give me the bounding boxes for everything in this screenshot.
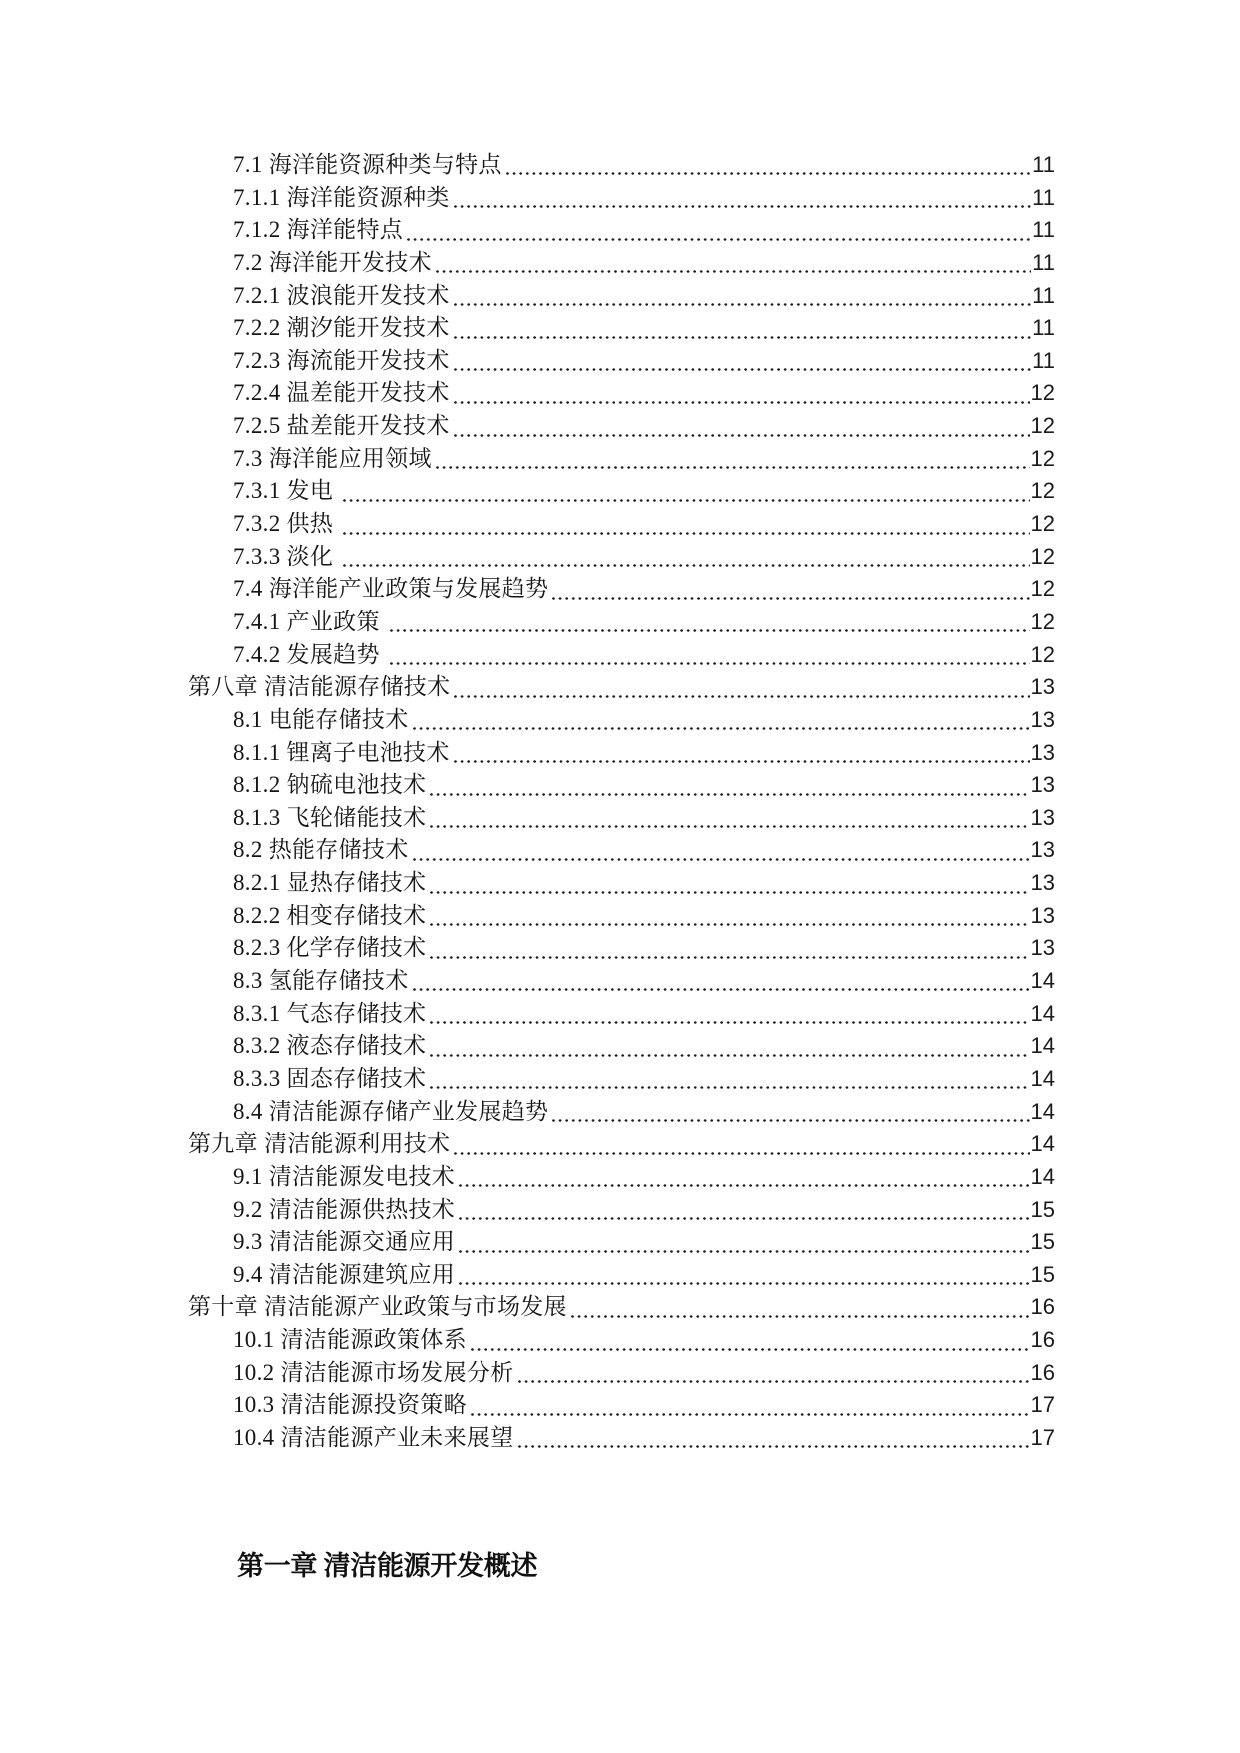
toc-entry-label: 8.1.1 锂离子电池技术 (233, 739, 450, 765)
toc-entry[interactable] (188, 1096, 1055, 1129)
toc-entry[interactable] (188, 443, 1055, 476)
toc-entry[interactable] (188, 932, 1055, 965)
dot-leader (430, 923, 1029, 926)
toc-entry-label: 10.1 清洁能源政策体系 (233, 1327, 467, 1353)
toc-entry-page-number: 14 (1030, 1000, 1055, 1026)
dot-leader (518, 1380, 1030, 1383)
toc-entry-label: 7.2.3 海流能开发技术 (233, 347, 450, 373)
toc-entry-label: 7.2.2 潮汐能开发技术 (233, 315, 450, 341)
toc-entry[interactable] (188, 508, 1055, 541)
toc-entry-page-number: 11 (1032, 249, 1055, 275)
toc-entry-page-number: 14 (1030, 1098, 1055, 1124)
toc-entry-label: 8.3.1 气态存储技术 (233, 1000, 427, 1026)
toc-entry[interactable] (188, 1063, 1055, 1096)
table-of-contents (188, 149, 1055, 1455)
toc-entry-label: 7.4.2 发展趋势 (233, 641, 386, 667)
dot-leader (506, 172, 1031, 175)
dot-leader (454, 1152, 1029, 1155)
toc-entry[interactable] (188, 182, 1055, 215)
toc-entry-label: 8.2.3 化学存储技术 (233, 935, 427, 961)
dot-leader (343, 499, 1029, 502)
toc-entry-page-number: 13 (1030, 804, 1055, 830)
toc-entry-label: 7.4.1 产业政策 (233, 608, 386, 634)
toc-entry-page-number: 12 (1030, 413, 1055, 439)
dot-leader (459, 1184, 1029, 1187)
toc-entry[interactable] (188, 737, 1055, 770)
dot-leader (407, 238, 1031, 241)
dot-leader (454, 336, 1032, 339)
dot-leader (459, 1250, 1029, 1253)
toc-entry-page-number: 13 (1030, 870, 1055, 896)
toc-entry[interactable] (188, 280, 1055, 313)
toc-entry-label: 8.3.3 固态存储技术 (233, 1065, 427, 1091)
toc-entry[interactable] (188, 965, 1055, 998)
toc-entry[interactable] (188, 247, 1055, 280)
toc-entry-label: 8.1.2 钠硫电池技术 (233, 772, 427, 798)
toc-entry-page-number: 12 (1030, 641, 1055, 667)
toc-entry-page-number: 12 (1030, 608, 1055, 634)
toc-entry[interactable] (188, 1324, 1055, 1357)
toc-entry-page-number: 12 (1030, 576, 1055, 602)
dot-leader (571, 1315, 1030, 1318)
toc-entry-page-number: 12 (1030, 445, 1055, 471)
toc-entry-page-number: 11 (1032, 282, 1055, 308)
toc-entry-label: 8.4 清洁能源存储产业发展趋势 (233, 1098, 549, 1124)
toc-entry-page-number: 16 (1030, 1359, 1055, 1385)
toc-entry-page-number: 11 (1032, 315, 1055, 341)
toc-entry[interactable] (188, 149, 1055, 182)
toc-entry-label: 8.3.2 液态存储技术 (233, 1033, 427, 1059)
toc-entry-page-number: 12 (1030, 380, 1055, 406)
toc-entry[interactable] (188, 1194, 1055, 1227)
dot-leader (454, 303, 1032, 306)
dot-leader (552, 1119, 1029, 1122)
toc-entry[interactable] (188, 900, 1055, 933)
toc-entry-page-number: 13 (1030, 902, 1055, 928)
toc-entry-page-number: 13 (1030, 739, 1055, 765)
dot-leader (430, 1021, 1029, 1024)
toc-entry[interactable] (188, 541, 1055, 574)
toc-entry[interactable] (188, 377, 1055, 410)
toc-entry-page-number: 14 (1030, 968, 1055, 994)
toc-entry-label: 8.2.1 显热存储技术 (233, 870, 427, 896)
toc-entry-label: 7.3.3 淡化 (233, 543, 340, 569)
toc-entry-label: 10.3 清洁能源投资策略 (233, 1392, 467, 1418)
toc-entry[interactable] (188, 1161, 1055, 1194)
toc-entry-label: 7.3.1 发电 (233, 478, 340, 504)
toc-entry[interactable] (188, 1259, 1055, 1292)
toc-entry-label: 9.1 清洁能源发电技术 (233, 1163, 456, 1189)
toc-entry[interactable] (188, 475, 1055, 508)
dot-leader (430, 825, 1029, 828)
toc-entry[interactable] (188, 606, 1055, 639)
dot-leader (436, 466, 1030, 469)
toc-entry-label: 7.2 海洋能开发技术 (233, 249, 432, 275)
toc-entry-page-number: 13 (1030, 837, 1055, 863)
toc-entry-label: 8.3 氢能存储技术 (233, 968, 409, 994)
toc-entry-label: 10.4 清洁能源产业未来展望 (233, 1424, 514, 1450)
toc-entry-label: 8.1.3 飞轮储能技术 (233, 804, 427, 830)
toc-entry-label: 9.2 清洁能源供热技术 (233, 1196, 456, 1222)
toc-entry-page-number: 15 (1030, 1229, 1055, 1255)
toc-entry-label: 7.1.1 海洋能资源种类 (233, 184, 450, 210)
toc-entry-page-number: 14 (1030, 1065, 1055, 1091)
toc-entry-label: 第十章 清洁能源产业政策与市场发展 (188, 1294, 567, 1320)
dot-leader (413, 727, 1030, 730)
toc-entry-page-number: 14 (1030, 1163, 1055, 1189)
toc-entry-label: 10.2 清洁能源市场发展分析 (233, 1359, 514, 1385)
toc-entry-page-number: 11 (1032, 217, 1055, 243)
toc-entry-page-number: 16 (1030, 1327, 1055, 1353)
dot-leader (430, 793, 1029, 796)
toc-entry-page-number: 15 (1030, 1261, 1055, 1287)
toc-entry-label: 9.4 清洁能源建筑应用 (233, 1261, 456, 1287)
toc-entry-label: 7.2.4 温差能开发技术 (233, 380, 450, 406)
toc-entry[interactable] (188, 802, 1055, 835)
toc-entry[interactable] (188, 769, 1055, 802)
toc-entry-label: 7.2.1 波浪能开发技术 (233, 282, 450, 308)
toc-entry-page-number: 13 (1030, 772, 1055, 798)
dot-leader (436, 270, 1031, 273)
toc-entry-label: 8.1 电能存储技术 (233, 706, 409, 732)
toc-entry[interactable] (188, 1422, 1055, 1455)
toc-entry-page-number: 11 (1032, 184, 1055, 210)
dot-leader (413, 858, 1030, 861)
toc-entry-label: 第九章 清洁能源利用技术 (188, 1131, 451, 1157)
toc-entry-page-number: 13 (1030, 674, 1055, 700)
toc-entry-page-number: 11 (1032, 152, 1055, 177)
toc-entry[interactable] (188, 639, 1055, 672)
toc-entry-label: 8.2.2 相变存储技术 (233, 902, 427, 928)
toc-entry-label: 7.3 海洋能应用领域 (233, 445, 432, 471)
toc-entry-page-number: 15 (1030, 1196, 1055, 1222)
toc-entry[interactable] (188, 312, 1055, 345)
dot-leader (471, 1348, 1030, 1351)
dot-leader (343, 564, 1029, 567)
dot-leader (430, 1054, 1029, 1057)
dot-leader (390, 662, 1030, 665)
toc-entry[interactable] (188, 573, 1055, 606)
dot-leader (430, 1086, 1029, 1089)
toc-entry[interactable] (188, 867, 1055, 900)
toc-entry[interactable] (188, 998, 1055, 1031)
dot-leader (413, 988, 1030, 991)
dot-leader (518, 1445, 1030, 1448)
toc-entry[interactable] (188, 1030, 1055, 1063)
dot-leader (454, 401, 1030, 404)
toc-entry-label: 9.3 清洁能源交通应用 (233, 1229, 456, 1255)
toc-entry[interactable] (188, 214, 1055, 247)
toc-entry[interactable] (188, 1357, 1055, 1390)
toc-entry[interactable] (188, 1128, 1055, 1161)
toc-entry-label: 8.2 热能存储技术 (233, 837, 409, 863)
toc-entry[interactable] (188, 671, 1055, 704)
toc-entry-page-number: 12 (1030, 511, 1055, 537)
dot-leader (459, 1282, 1029, 1285)
toc-entry[interactable] (188, 1389, 1055, 1422)
dot-leader (454, 760, 1030, 763)
toc-entry-page-number: 14 (1030, 1033, 1055, 1059)
chapter-heading: 第一章 清洁能源开发概述 (237, 1551, 538, 1581)
toc-entry[interactable] (188, 704, 1055, 737)
dot-leader (454, 695, 1029, 698)
toc-entry-page-number: 12 (1030, 478, 1055, 504)
toc-entry-page-number: 14 (1030, 1131, 1055, 1157)
dot-leader (430, 891, 1029, 894)
toc-entry-page-number: 13 (1030, 706, 1055, 732)
toc-entry-page-number: 11 (1032, 347, 1055, 373)
toc-entry[interactable] (188, 1226, 1055, 1259)
toc-entry-page-number: 16 (1030, 1294, 1055, 1320)
dot-leader (454, 368, 1032, 371)
toc-entry-page-number: 17 (1030, 1424, 1055, 1450)
dot-leader (552, 597, 1029, 600)
dot-leader (430, 956, 1029, 959)
toc-entry-label: 第八章 清洁能源存储技术 (188, 674, 451, 700)
toc-entry-label: 7.4 海洋能产业政策与发展趋势 (233, 576, 549, 602)
toc-entry-page-number: 13 (1030, 935, 1055, 961)
dot-leader (454, 434, 1030, 437)
dot-leader (459, 1217, 1029, 1220)
toc-entry-label: 7.3.2 供热 (233, 511, 340, 537)
dot-leader (390, 629, 1030, 632)
dot-leader (454, 205, 1032, 208)
toc-entry[interactable] (188, 410, 1055, 443)
toc-entry-page-number: 12 (1030, 543, 1055, 569)
toc-entry-label: 7.1.2 海洋能特点 (233, 217, 404, 243)
dot-leader (343, 532, 1029, 535)
toc-entry[interactable] (188, 834, 1055, 867)
toc-entry-page-number: 17 (1030, 1392, 1055, 1418)
dot-leader (471, 1413, 1030, 1416)
toc-entry[interactable] (188, 1291, 1055, 1324)
toc-entry-label: 7.2.5 盐差能开发技术 (233, 413, 450, 439)
toc-entry[interactable] (188, 345, 1055, 378)
toc-entry-label: 7.1 海洋能资源种类与特点 (233, 152, 502, 177)
